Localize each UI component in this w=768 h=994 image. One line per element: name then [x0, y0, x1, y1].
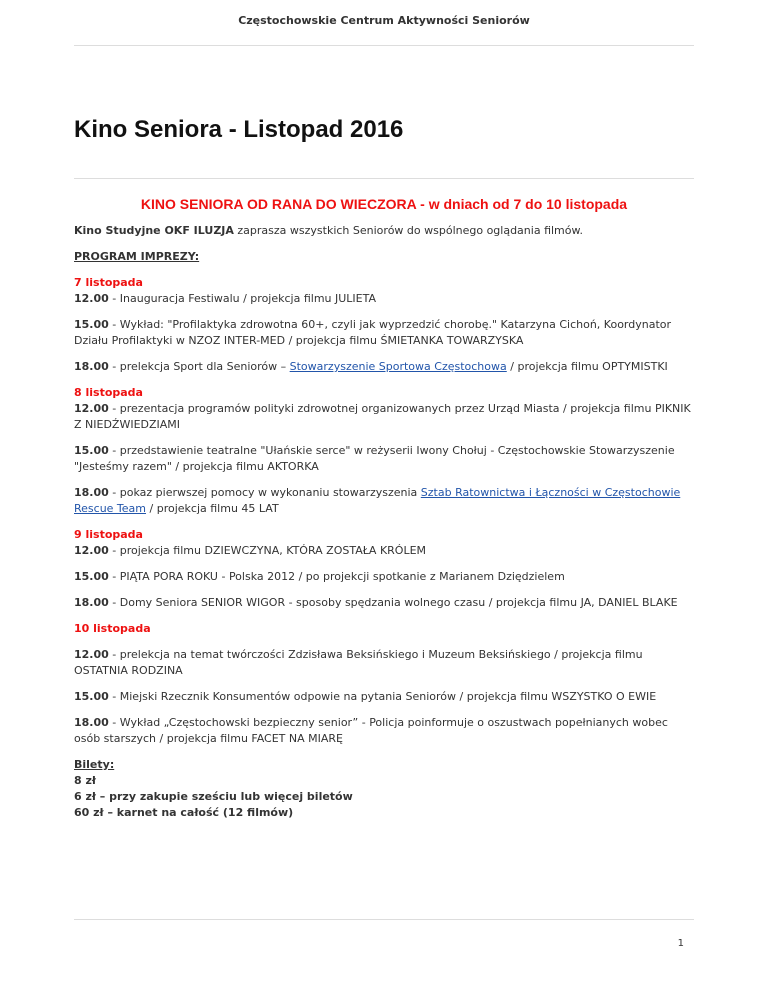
event-time: 12.00	[74, 648, 109, 661]
day-date: 8 listopada	[74, 386, 143, 399]
intro-organizer: Kino Studyjne OKF ILUZJA	[74, 224, 234, 237]
event-time: 18.00	[74, 716, 109, 729]
event-time: 12.00	[74, 402, 109, 415]
title-divider	[74, 178, 694, 179]
footer-divider	[74, 919, 694, 920]
program-event	[74, 485, 694, 517]
program-event	[74, 647, 694, 679]
event-time: 12.00	[74, 292, 109, 305]
event-description: - prelekcja Sport dla Seniorów –	[108, 360, 290, 373]
header-divider	[74, 45, 694, 46]
event-time: 12.00	[74, 544, 109, 557]
event-description: - pokaz pierwszej pomocy w wykonaniu stowarzyszenia	[108, 486, 421, 499]
event-time: 18.00	[74, 486, 109, 499]
program-event	[74, 359, 694, 375]
day-date: 9 listopada	[74, 528, 143, 541]
ticket-price: 6 zł – przy zakupie sześciu lub więcej biletów	[74, 790, 353, 803]
event-description: - PIĄTA PORA ROKU - Polska 2012 / po projekcji spotkanie z Marianem Dziędzielem	[108, 570, 565, 583]
event-description: - prelekcja na temat twórczości Zdzisława Beksińskiego i Muzeum Beksińskiego / projekcja filmu OSTATNIA RODZINA	[74, 648, 643, 677]
event-time: 15.00	[74, 570, 109, 583]
event-description-end: / projekcja filmu OPTYMISTKI	[506, 360, 668, 373]
event-description: - Miejski Rzecznik Konsumentów odpowie na pytania Seniorów / projekcja filmu WSZYSTKO O EWIE	[108, 690, 657, 703]
program-event	[74, 569, 694, 585]
event-description: - Inauguracja Festiwalu / projekcja filmu JULIETA	[108, 292, 377, 305]
program-event	[74, 275, 694, 307]
link-stowarzyszenie-sportowa[interactable]: Stowarzyszenie Sportowa Częstochowa	[289, 360, 507, 373]
intro-paragraph	[74, 223, 694, 239]
program-event	[74, 527, 694, 559]
ticket-price: 8 zł	[74, 774, 96, 787]
page-title: Kino Seniora - Listopad 2016	[74, 116, 404, 143]
event-time: 18.00	[74, 596, 109, 609]
day-date: 10 listopada	[74, 622, 151, 635]
tickets-section	[74, 757, 694, 821]
site-header: Częstochowskie Centrum Aktywności Seniorów	[238, 14, 530, 27]
ticket-price: 60 zł – karnet na całość (12 filmów)	[74, 806, 294, 819]
program-event	[74, 317, 694, 349]
article-body	[74, 194, 694, 831]
event-time: 18.00	[74, 360, 109, 373]
day-date: 7 listopada	[74, 276, 143, 289]
event-description: - projekcja filmu DZIEWCZYNA, KTÓRA ZOSTAŁA KRÓLEM	[108, 544, 427, 557]
program-event	[74, 715, 694, 747]
event-description: - prezentacja programów polityki zdrowotnej organizowanych przez Urząd Miasta / projekcja filmu PIKNIK Z NIEDŹWIEDZIAMI	[74, 402, 691, 431]
event-description: - Wykład: "Profilaktyka zdrowotna 60+, czyli jak wyprzedzić chorobę." Katarzyna Cichoń, Koordynator Działu Profilaktyki w NZOZ INTER-MED / projekcja filmu ŚMIETANKA TOWARZYSKA	[74, 318, 672, 347]
event-time: 15.00	[74, 444, 109, 457]
event-description-end: / projekcja filmu 45 LAT	[146, 502, 279, 515]
event-description: - Wykład „Częstochowski bezpieczny senior” - Policja poinformuje o oszustwach popełnianych wobec osób starszych / projekcja filmu FACET NA MIARĘ	[74, 716, 668, 745]
event-description: - Domy Seniora SENIOR WIGOR - sposoby spędzania wolnego czasu / projekcja filmu JA, DANIEL BLAKE	[108, 596, 678, 609]
day-heading	[74, 621, 694, 637]
event-description: - przedstawienie teatralne "Ułańskie serce" w reżyserii Iwony Chołuj - Częstochowskie Stowarzyszenie "Jesteśmy razem" / projekcja filmu AKTORKA	[74, 444, 675, 473]
event-time: 15.00	[74, 690, 109, 703]
page-number: 1	[677, 938, 684, 949]
program-heading-paragraph	[74, 249, 694, 265]
program-event	[74, 689, 694, 705]
program-event	[74, 595, 694, 611]
program-heading: PROGRAM IMPREZY:	[74, 250, 200, 263]
link-sztab-ratownictwa[interactable]: Sztab Ratownictwa i Łączności w Częstochowie Rescue Team	[74, 486, 681, 515]
program-event	[74, 443, 694, 475]
tickets-heading: Bilety:	[74, 758, 115, 771]
intro-text: zaprasza wszystkich Seniorów do wspólnego oglądania filmów.	[233, 224, 583, 237]
program-event	[74, 385, 694, 433]
article-subtitle: KINO SENIORA OD RANA DO WIECZORA - w dniach od 7 do 10 listopada	[140, 196, 628, 212]
event-time: 15.00	[74, 318, 109, 331]
